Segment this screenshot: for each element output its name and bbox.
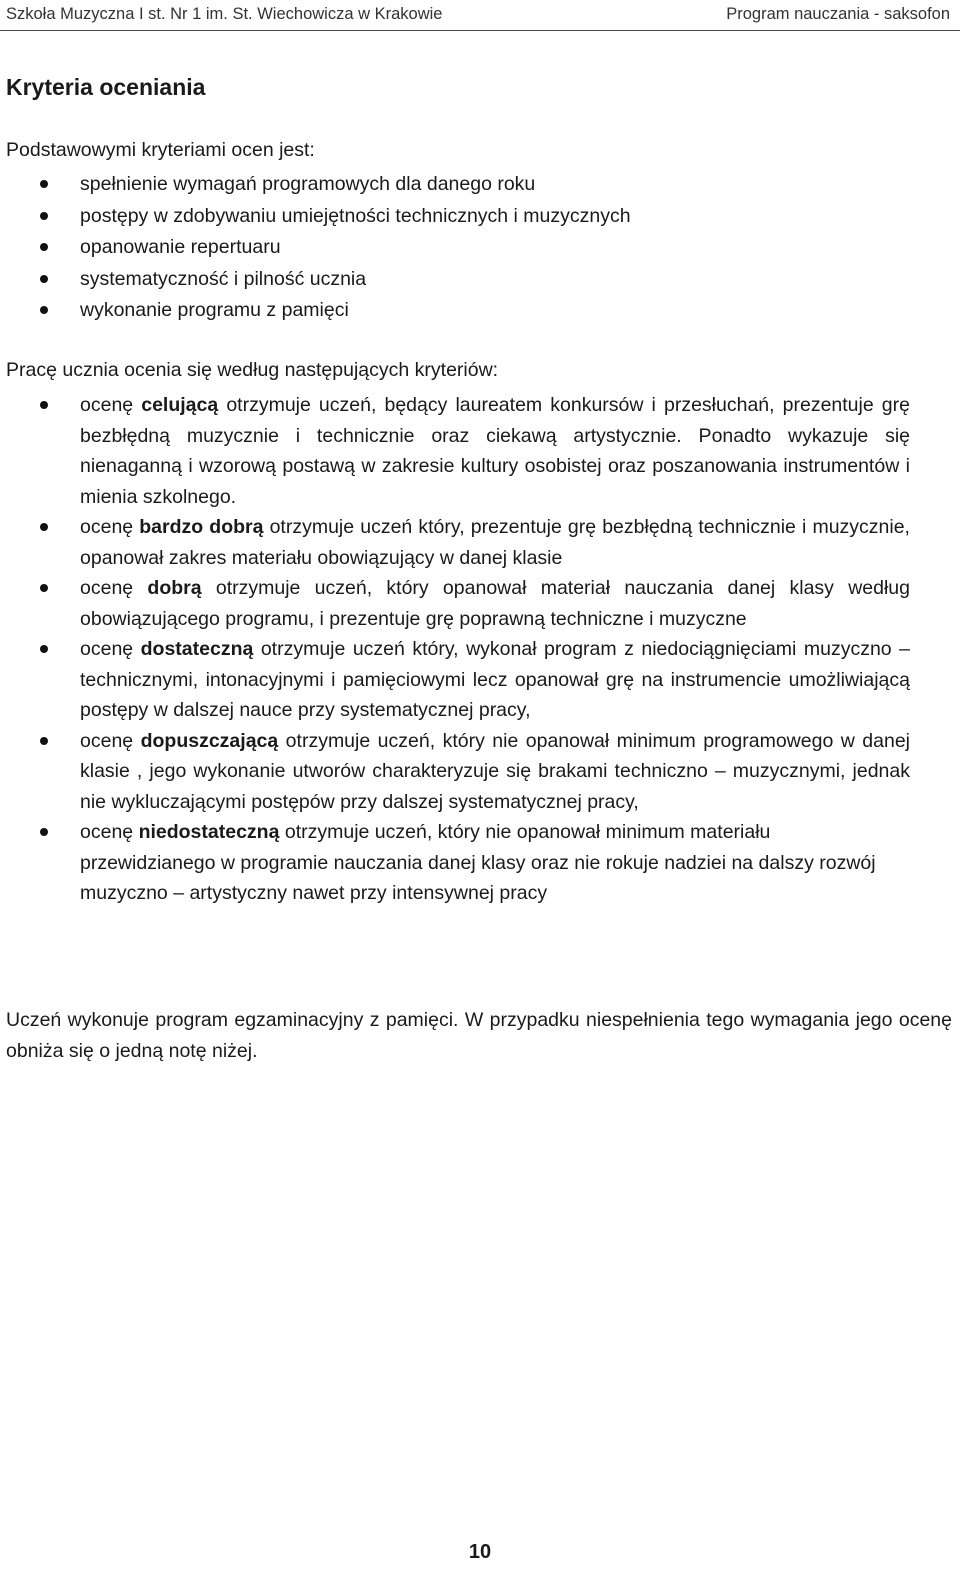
- bullet-icon: [40, 180, 48, 188]
- grade-item-dostateczna: [0, 634, 960, 726]
- grade-description: otrzymuje uczeń, który nie opanował minimum programowego w danej klasie , jego wykonanie utworów charakteryzuje się brakami techniczno – muzycznymi, jednak nie wykluczającymi postępów przy dalszej systematycznej pracy,: [80, 729, 910, 813]
- grade-description: otrzymuje uczeń, który nie opanował minimum materiału przewidzianego w programie nauczania danej klasy oraz nie rokuje nadziei na dalszy rozwój muzyczno – artystyczny nawet przy intensywnej pracy: [80, 821, 876, 904]
- list-item-text: spełnienie wymagań programowych dla danego roku: [80, 173, 536, 195]
- grade-item-dopuszczajaca: [0, 726, 960, 818]
- grade-name: celującą: [141, 394, 219, 416]
- bullet-icon: [40, 212, 48, 220]
- bullet-icon: [40, 645, 48, 653]
- list-item-text: opanowanie repertuaru: [80, 236, 281, 258]
- grade-name: dostateczną: [140, 638, 254, 660]
- grade-name: niedostateczną: [138, 821, 280, 843]
- list-item-text: systematyczność i pilność ucznia: [80, 267, 367, 290]
- section2-intro: Pracę ucznia ocenia się według następujących kryteriów:: [6, 359, 499, 381]
- bullet-icon: [40, 275, 48, 283]
- list-item: [0, 201, 960, 233]
- page-title: Kryteria oceniania: [6, 74, 206, 100]
- grade-criteria-list: [0, 390, 960, 909]
- list-item: [0, 169, 960, 201]
- bullet-icon: [40, 243, 48, 251]
- section1-intro: Podstawowymi kryteriami ocen jest:: [6, 139, 315, 161]
- page-header: [6, 5, 950, 31]
- exam-memory-note: Uczeń wykonuje program egzaminacyjny z pamięci. W przypadku niespełnienia tego wymagania jego ocenę obniża się o jedną notę niżej.: [6, 1009, 952, 1062]
- grade-name: dopuszczającą: [140, 729, 279, 752]
- grade-item-celujaca: [0, 390, 960, 512]
- grade-prefix: ocenę: [80, 821, 139, 843]
- bullet-icon: [40, 306, 48, 314]
- header-divider: [0, 30, 960, 31]
- grade-prefix: ocenę: [80, 638, 141, 660]
- list-item: [0, 232, 960, 264]
- grade-prefix: ocenę: [80, 729, 141, 752]
- grade-item-niedostateczna: [0, 817, 960, 909]
- grade-prefix: ocenę: [80, 516, 140, 538]
- header-program-name: Program nauczania - saksofon: [726, 5, 950, 23]
- bullet-icon: [40, 828, 48, 836]
- grade-item-dobra: [0, 573, 960, 634]
- grade-item-bardzo-dobra: [0, 512, 960, 573]
- grade-description: otrzymuje uczeń, który opanował materiał nauczania danej klasy według obowiązującego programu, i prezentuje grę poprawną techniczne i muzyczne: [80, 577, 910, 630]
- list-item: [0, 295, 960, 327]
- grade-name: dobrą: [147, 577, 202, 599]
- list-item-text: wykonanie programu z pamięci: [80, 299, 349, 321]
- grade-description: otrzymuje uczeń który, prezentuje grę bezbłędną technicznie i muzycznie, opanował zakres materiału obowiązujący w danej klasie: [80, 516, 910, 569]
- grade-description: otrzymuje uczeń który, wykonał program z niedociągnięciami muzyczno – technicznymi, intonacyjnymi i pamięciowymi lecz opanował grę na instrumencie umożliwiającą postępy w dalszej nauce przy systematycznej pracy,: [80, 638, 910, 721]
- bullet-icon: [40, 737, 48, 745]
- basic-criteria-list: [0, 169, 960, 327]
- header-school-name: Szkoła Muzyczna I st. Nr 1 im. St. Wiechowicza w Krakowie: [6, 5, 443, 23]
- bullet-icon: [40, 523, 48, 531]
- grade-prefix: ocenę: [80, 577, 148, 599]
- list-item-text: postępy w zdobywaniu umiejętności technicznych i muzycznych: [80, 204, 631, 227]
- grade-prefix: ocenę: [80, 394, 142, 416]
- bullet-icon: [40, 401, 48, 409]
- grade-description: otrzymuje uczeń, będący laureatem konkursów i przesłuchań, prezentuje grę bezbłędną muzycznie i technicznie oraz ciekawą artystycznie. Ponadto wykazuje się nienaganną i wzorową postawą w zakresie kultury osobistej oraz poszanowania instrumentów i mienia szkolnego.: [80, 394, 910, 508]
- page-number: 10: [468, 1541, 492, 1563]
- grade-name: bardzo dobrą: [139, 516, 264, 538]
- bullet-icon: [40, 584, 48, 592]
- list-item: [0, 264, 960, 296]
